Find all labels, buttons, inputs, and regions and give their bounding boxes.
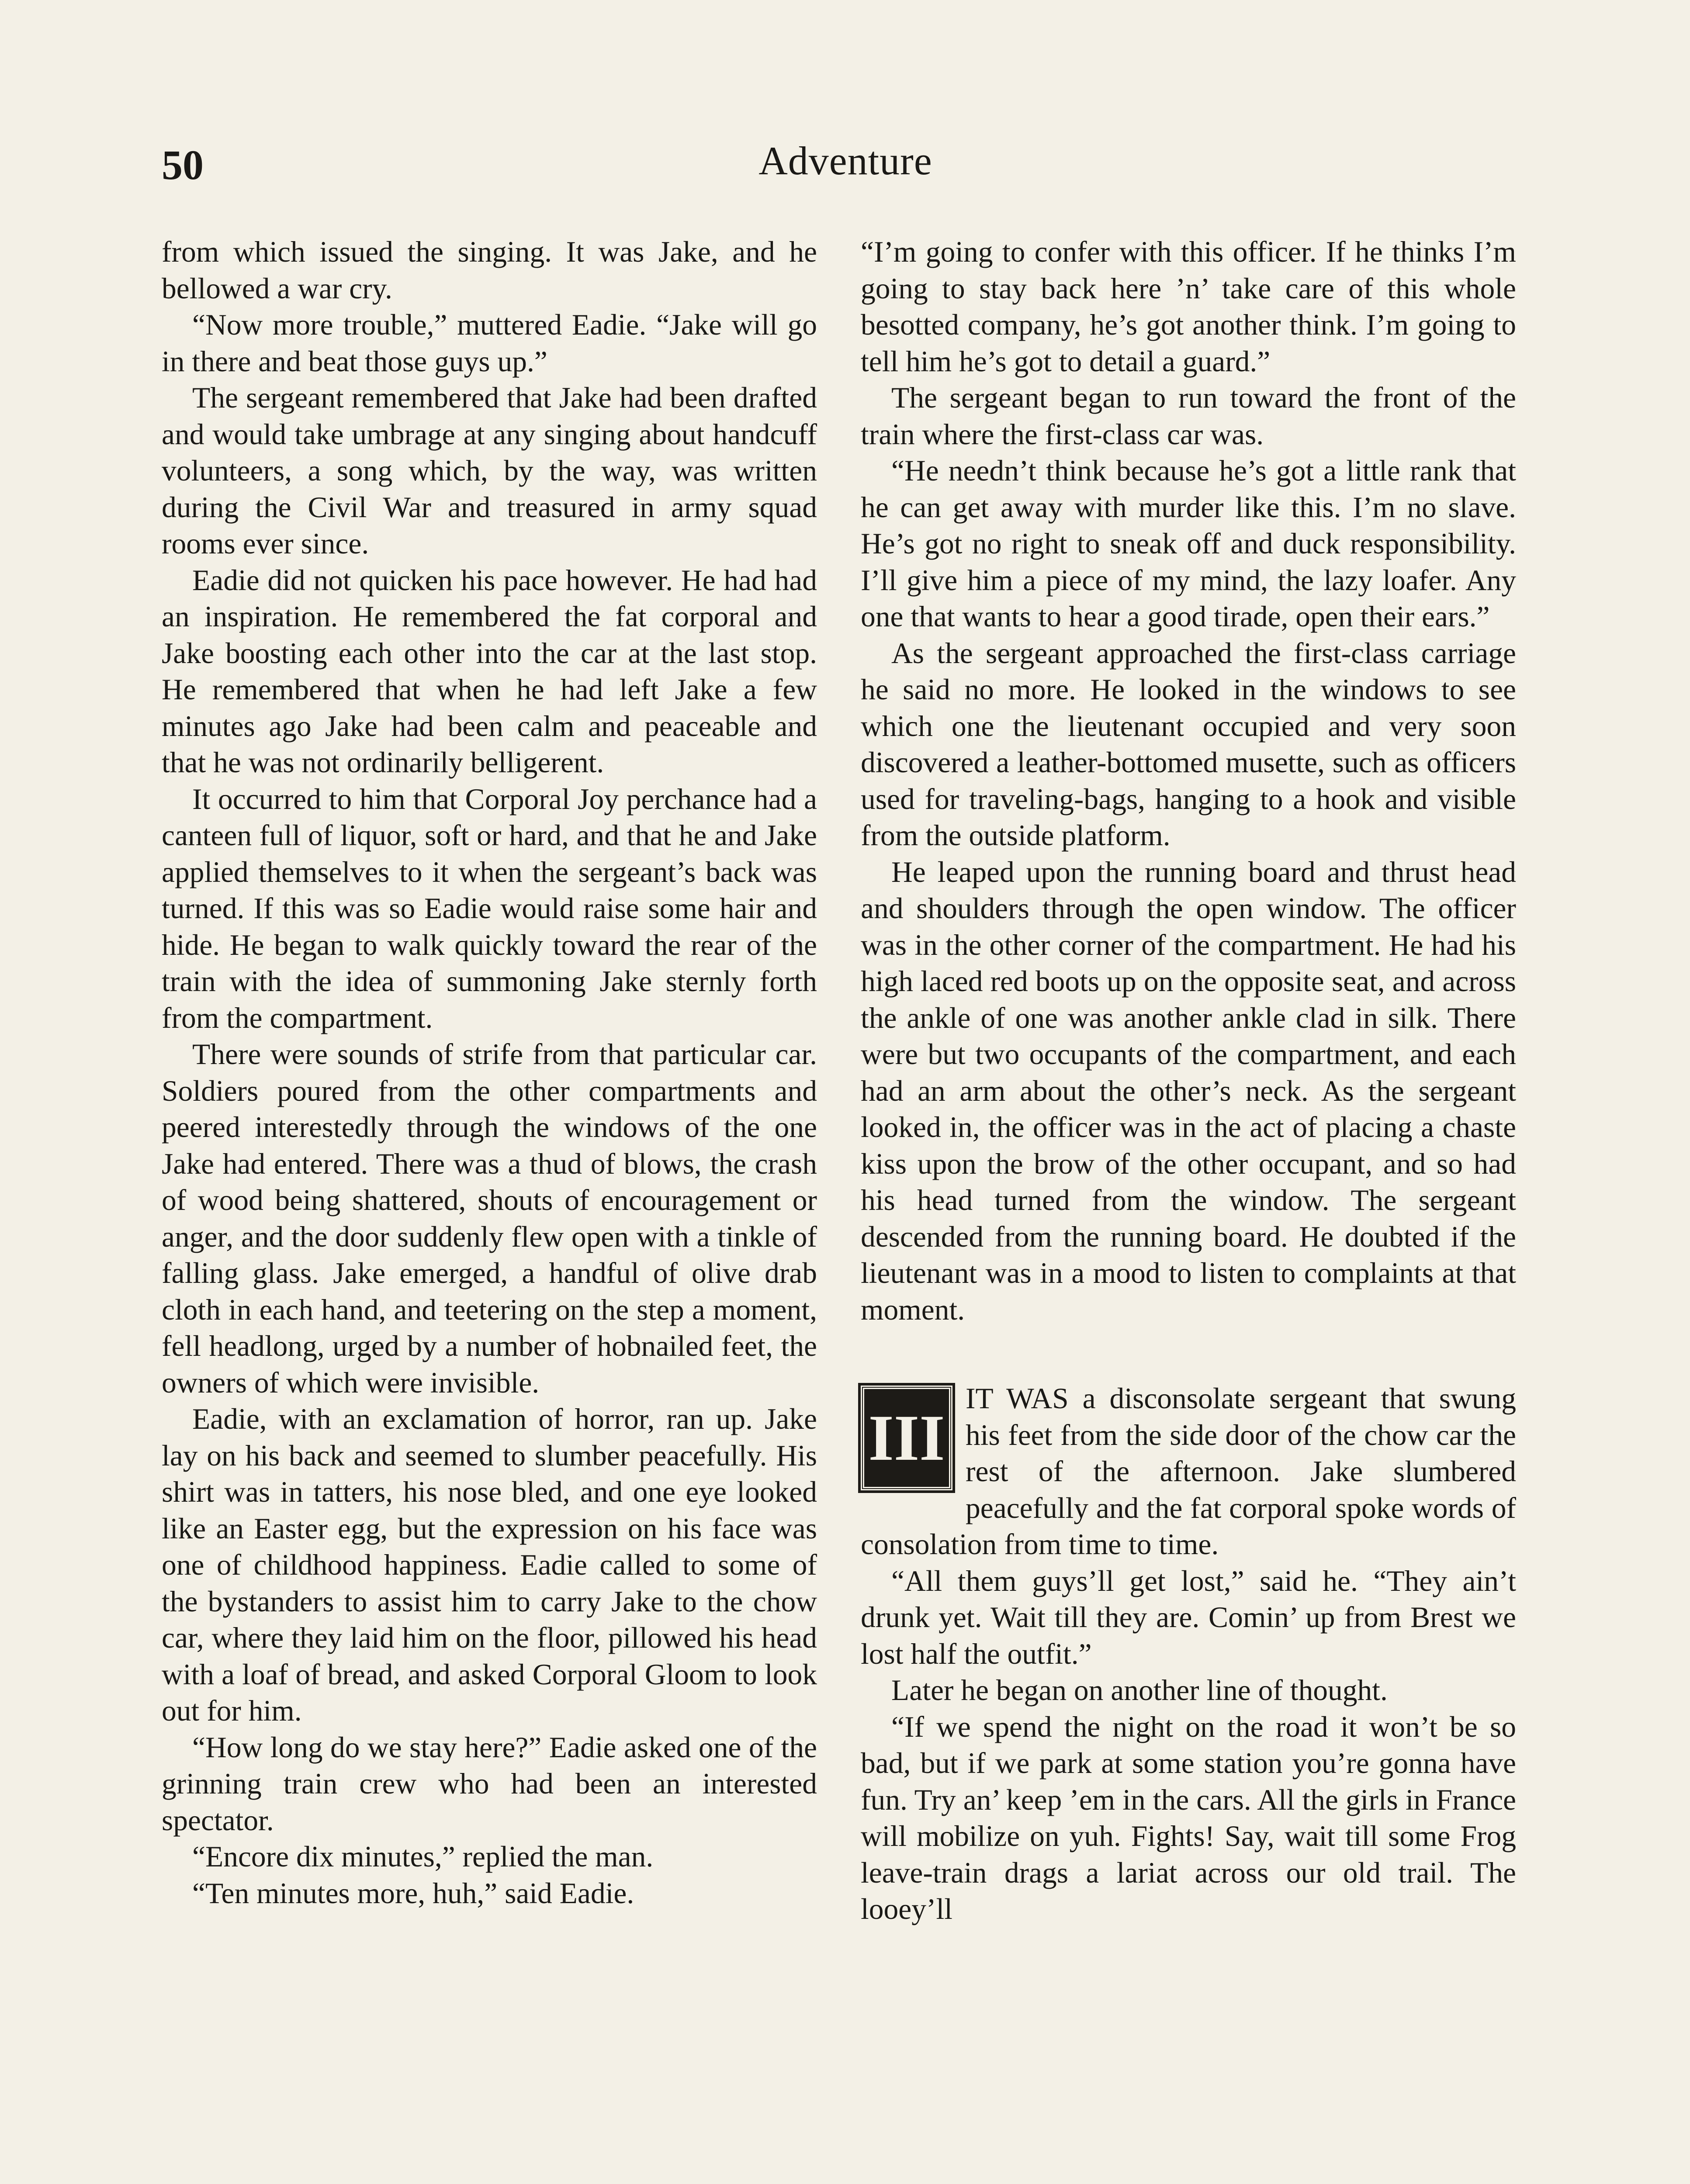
page-number: 50 (162, 142, 204, 188)
section-opening-paragraph (861, 1380, 1516, 1563)
paragraph: Eadie did not quicken his pace however. He had had an inspiration. He remembered the fat corporal and Jake boosting each other into the car at the last stop. He remembered that when he had left Jake a few minutes ago Jake had been calm and peaceable and that he was not ordinarily belligerent. (162, 563, 817, 779)
paragraph: The sergeant began to run toward the front of the train where the first-class car was. (861, 381, 1516, 451)
paragraph: As the sergeant approached the first-class carriage he said no more. He looked in the windows to see which one the lieutenant occupied and very soon discovered a leather-bottomed musette, such as officers used for traveling-bags, hanging to a hook and visible from the outside platform. (861, 636, 1516, 852)
left-column (162, 234, 817, 1911)
page-header (162, 131, 1529, 201)
paragraph: “Now more trouble,” muttered Eadie. “Jake will go in there and beat those guys up.” (162, 308, 817, 378)
paragraph: “I’m going to confer with this officer. If he thinks I’m going to stay back here ’n’ take care of this whole besotted company, he’s got another think. I’m going to tell him he’s got to detail a guard.” (861, 235, 1516, 378)
right-column (861, 234, 1516, 1928)
paragraph: It occurred to him that Corporal Joy perchance had a canteen full of liquor, soft or hard, and that he and Jake applied themselves to it when the sergeant’s back was turned. If this was so Eadie would raise some hair and hide. He began to walk quickly toward the rear of the train with the idea of summoning Jake sternly forth from the compartment. (162, 782, 817, 1034)
paragraph: He leaped upon the running board and thrust head and shoulders through the open window. The officer was in the other corner of the compartment. He had his high laced red boots up on the opposite seat, and across the ankle of one was another ankle clad in silk. There were but two occupants of the compartment, and each had an arm about the other’s neck. As the sergeant looked in, the officer was in the act of placing a chaste kiss upon the brow of the other occupant, and so had his head turned from the window. The sergeant descended from the running board. He doubted if the lieutenant was in a mood to listen to complaints at that moment. (861, 855, 1516, 1326)
running-head-title: Adventure (758, 138, 932, 183)
paragraph: “All them guys’ll get lost,” said he. “They ain’t drunk yet. Wait till they are. Comin’ up from Brest we lost half the outfit.” (861, 1564, 1516, 1670)
section-break (861, 1328, 1516, 1380)
section-opening-text: IT WAS a disconsolate sergeant that swung his feet from the side door of the chow car the rest of the afternoon. Jake slumbered peacefully and the fat corporal spoke words of consolation from time to time. (861, 1382, 1516, 1561)
paragraph: The sergeant remembered that Jake had been drafted and would take umbrage at any singing about handcuff volunteers, a song which, by the way, was written during the Civil War and treasured in army squad rooms ever since. (162, 381, 817, 560)
paragraph: “If we spend the night on the road it won’t be so bad, but if we park at some station you’re gonna have fun. Try an’ keep ’em in the cars. All the girls in France will mobilize on yuh. Fights! Say, wait till some Frog leave-train drags a lariat across our old trail. The looey’ll (861, 1710, 1516, 1925)
paragraph: There were sounds of strife from that particular car. Soldiers poured from the other compartments and peered interestedly through the windows of the one Jake had entered. There was a thud of blows, the crash of wood being shattered, shouts of encouragement or anger, and the door suddenly flew open with a tinkle of falling glass. Jake emerged, a handful of olive drab cloth in each hand, and teetering on the step a moment, fell headlong, urged by a number of hobnailed feet, the owners of which were invisible. (162, 1038, 817, 1399)
paragraph: “He needn’t think because he’s got a little rank that he can get away with murder like this. I’m no slave. He’s got no right to sneak off and duck responsibility. I’ll give him a piece of my mind, the lazy loafer. Any one that wants to hear a good tirade, open their ears.” (861, 454, 1516, 633)
paragraph: “How long do we stay here?” Eadie asked one of the grinning train crew who had been an interested spectator. (162, 1731, 817, 1837)
paragraph: from which issued the singing. It was Jake, and he bellowed a war cry. (162, 235, 817, 305)
paragraph: “Encore dix minutes,” replied the man. (192, 1840, 654, 1873)
paragraph: “Ten minutes more, huh,” said Eadie. (192, 1876, 634, 1910)
paragraph: Eadie, with an exclamation of horror, ran up. Jake lay on his back and seemed to slumber peacefully. His shirt was in tatters, his nose bled, and one eye looked like an Easter egg, but the expression on his face was one of childhood happiness. Eadie called to some of the bystanders to assist him to carry Jake to the chow car, where they laid him on the floor, pillowed his head with a loaf of bread, and asked Corporal Gloom to look out for him. (162, 1403, 817, 1727)
drop-cap-ornament: III (861, 1386, 952, 1490)
paragraph: Later he began on another line of thought. (891, 1674, 1388, 1707)
